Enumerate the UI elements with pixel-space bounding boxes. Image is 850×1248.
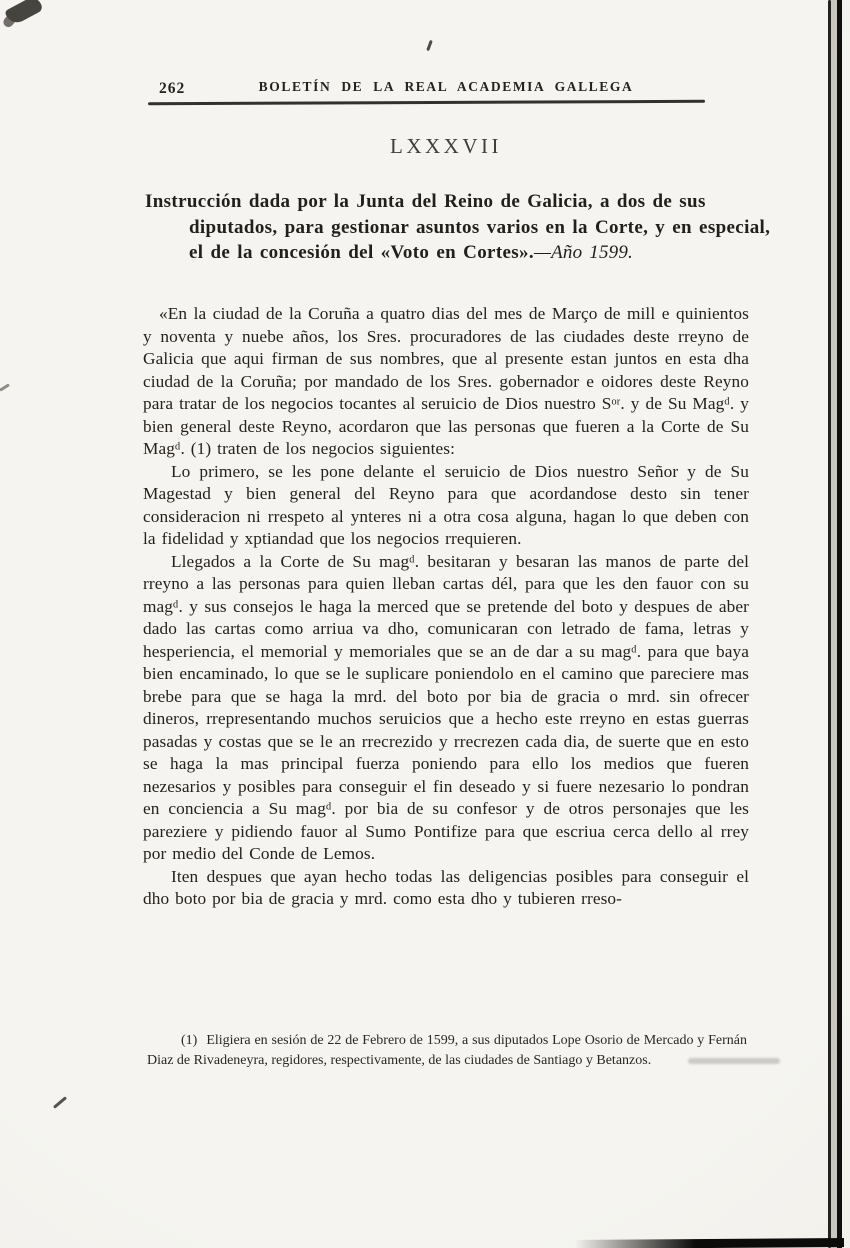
body-paragraph-2: Lo primero, se les pone delante el seruicio de Dios nuestro Señor y de Su Magestad y bien general del Reyno para que acordandose desto sin tener consideracion ni rrespeto al ynteres ni a otra cosa alguna, hagan lo que deben con la fidelidad y xptiandad que los negocios rrequieren. xyxy=(143,461,749,548)
body-paragraph-1: «En la ciudad de la Coruña a quatro dias del mes de Março de mill e quinientos y noventa y nuebe años, los Sres. procuradores de las ciudades deste rreyno de Galicia que aqui firman de sus nombres, que al presente estan juntos en esta dha ciudad de la Coruña; por mandado de los Sres. gobernador e oidores deste Reyno para tratar de los negocios tocantes al seruicio de Dios nuestro Sᵒʳ. y de Su Magᵈ. y bien general deste Reyno, acordaron que las personas que fueren a la Corte de Su Magᵈ. (1) traten de los negocios siguientes: xyxy=(143,304,749,458)
scan-artifact-top-center-tick xyxy=(426,40,433,51)
running-header xyxy=(143,79,749,99)
article-heading xyxy=(145,189,791,266)
article-heading-date: —Año 1599. xyxy=(534,242,633,263)
body-paragraph-4: Iten despues que ayan hecho todas las deligencias posibles para conseguir el dho boto por bia de gracia y mrd. como esta dho y tubieren rreso- xyxy=(143,866,749,908)
header-rule xyxy=(148,100,705,105)
section-number: LXXXVII xyxy=(390,134,502,158)
scan-artifact-left-margin-mark xyxy=(0,383,10,391)
footnote-marker: (1) xyxy=(181,1033,198,1048)
footnote xyxy=(147,1031,747,1070)
scan-artifact-bottom-edge-shadow xyxy=(574,1238,844,1248)
book-binding-line-outer xyxy=(837,0,842,1248)
book-binding-line-inner xyxy=(828,0,831,1248)
journal-title: BOLETÍN DE LA REAL ACADEMIA GALLEGA xyxy=(258,79,634,94)
page-number: 262 xyxy=(159,80,186,97)
scan-artifact-bottom-left-mark xyxy=(53,1096,67,1109)
body-paragraph-3: Llegados a la Corte de Su magᵈ. besitaran y besaran las manos de parte del rreyno a las personas para quien lleban cartas dél, para que les den fauor con su magᵈ. y sus consejos le haga la merced que se pretende del boto y despues de aber dado las cartas como arriua va dho, comunicaran con letrado de fama, letras y hesperiencia, el memorial y memoriales que se an de dar a su magᵈ. para que baya bien encaminado, lo que se le suplicare poniendolo en el camino que pareciere mas brebe para que se haga la mrd. del boto por bia de gracia o mrd. sin ofrecer dineros, rrepresentando muchos seruicios que a hecho este rreyno en estas guerras pasadas y costas que se le an rrecrezido y rrecrezen cada dia, de suerte que en esto se haga la mas principal fuerza poniendo para ello los medios que fueren nezesarios y posibles para conseguir el fin deseado y si fuere nezesario lo pondran en conciencia a Su magᵈ. por bia de su confesor y de otros personajes que les pareziere y pidiendo fauor al Sumo Pontifize para que escriua cerca dello al rrey por medio del Conde de Lemos. xyxy=(143,551,749,863)
footnote-text: Eligiera en sesión de 22 de Febrero de 1599, a sus diputados Lope Osorio de Mercado y Fernán Diaz de Rivadeneyra, regidores, respectivamente, de las ciudades de Santiago y Betanzos. xyxy=(147,1033,747,1068)
article-body xyxy=(143,303,749,911)
article-heading-text: Instrucción dada por la Junta del Reino de Galicia, a dos de sus diputados, para gestionar asuntos varios en la Corte, y en especial, el de la concesión del «Voto en Cortes». xyxy=(145,191,771,263)
